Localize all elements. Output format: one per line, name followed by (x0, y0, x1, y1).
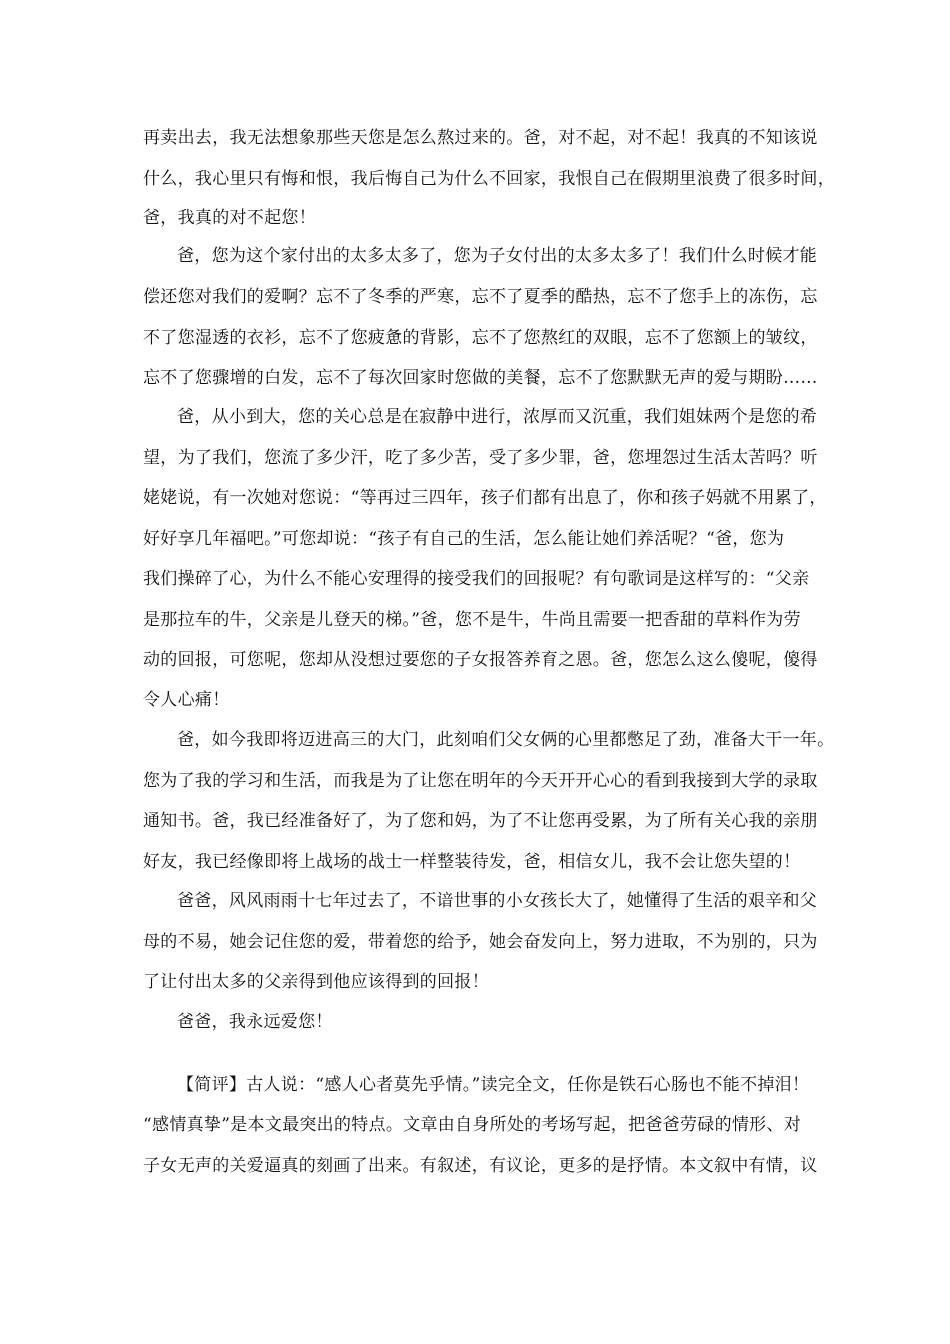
text-line: 好好享几年福吧。”可您却说：“孩子有自己的生活，怎么能让她们养活呢？“爸，您为 (143, 529, 785, 549)
paragraph-start-line: 爸，如今我即将迈进高三的大门，此刻咱们父女俩的心里都憋足了劲，准备大干一年。 (177, 730, 835, 750)
text-line: 子女无声的关爱逼真的刻画了出来。有叙述，有议论，更多的是抒情。本文叙中有情，议 (143, 1156, 818, 1176)
text-line: 是那拉车的牛，父亲是儿登天的梯。”爸，您不是牛，牛尚且需要一把香甜的草料作为劳 (143, 610, 801, 630)
paragraph-start-line: 爸，从小到大，您的关心总是在寂静中进行，浓厚而又沉重，我们姐妹两个是您的希 (177, 407, 818, 427)
text-line: 我们操碎了心，为什么不能心安理得的接受我们的回报呢？有句歌词是这样写的：“父亲 (143, 569, 810, 589)
text-line: “感情真挚”是本文最突出的特点。文章由自身所处的考场写起，把爸爸劳碌的情形、对 (143, 1115, 802, 1135)
text-line: 了让付出太多的父亲得到他应该得到的回报！ (143, 972, 489, 992)
text-line: 令人心痛！ (143, 690, 230, 710)
text-line: 偿还您对我们的爱啊？忘不了冬季的严寒，忘不了夏季的酷热，忘不了您手上的冻伤，忘 (143, 287, 818, 307)
text-line: 好友，我已经像即将上战场的战士一样整装待发，爸，相信女儿，我不会让您失望的！ (143, 852, 801, 872)
text-line: 爸，我真的对不起您！ (143, 208, 316, 228)
text-line: 什么，我心里只有悔和恨，我后悔自己为什么不回家，我恨自己在假期里浪费了很多时间， (143, 169, 835, 189)
text-line: 您为了我的学习和生活，而我是为了让您在明年的今天开开心心的看到我接到大学的录取 (143, 771, 818, 791)
text-line: 姥姥说，有一次她对您说：“等再过三四年，孩子们都有出息了，你和孩子妈就不用累了， (143, 488, 827, 508)
text-line: 忘不了您骤增的白发，忘不了每次回家时您做的美餐，忘不了您默默无声的爱与期盼…… (143, 368, 818, 388)
text-line: 望，为了我们，您流了多少汗，吃了多少苦，受了多少罪，爸，您埋怨过生活太苦吗？听 (143, 448, 818, 468)
paragraph-start-line: 爸爸，我永远爱您！ (177, 1012, 333, 1032)
text-line: 不了您湿透的衣衫，忘不了您疲惫的背影，忘不了您熬红的双眼，忘不了您额上的皱纹， (143, 328, 818, 348)
review-start-line: 【简评】古人说：“感人心者莫先乎情。”读完全文，任你是铁石心肠也不能不掉泪！ (177, 1075, 810, 1095)
text-line: 再卖出去，我无法想象那些天您是怎么熬过来的。爸，对不起，对不起！我真的不知该说 (143, 128, 818, 148)
paragraph-start-line: 爸爸，风风雨雨十七年过去了，不谙世事的小女孩长大了，她懂得了生活的艰辛和父 (177, 891, 818, 911)
text-line: 动的回报，可您呢，您却从没想过要您的子女报答养育之恩。爸，您怎么这么傻呢，傻得 (143, 650, 818, 670)
paragraph-start-line: 爸，您为这个家付出的太多太多了，您为子女付出的太多太多了！我们什么时候才能 (177, 246, 818, 266)
text-line: 母的不易，她会记住您的爱，带着您的给予，她会奋发向上，努力进取，不为别的，只为 (143, 932, 818, 952)
text-line: 通知书。爸，我已经准备好了，为了您和妈，为了不让您再受累，为了所有关心我的亲朋 (143, 811, 818, 831)
